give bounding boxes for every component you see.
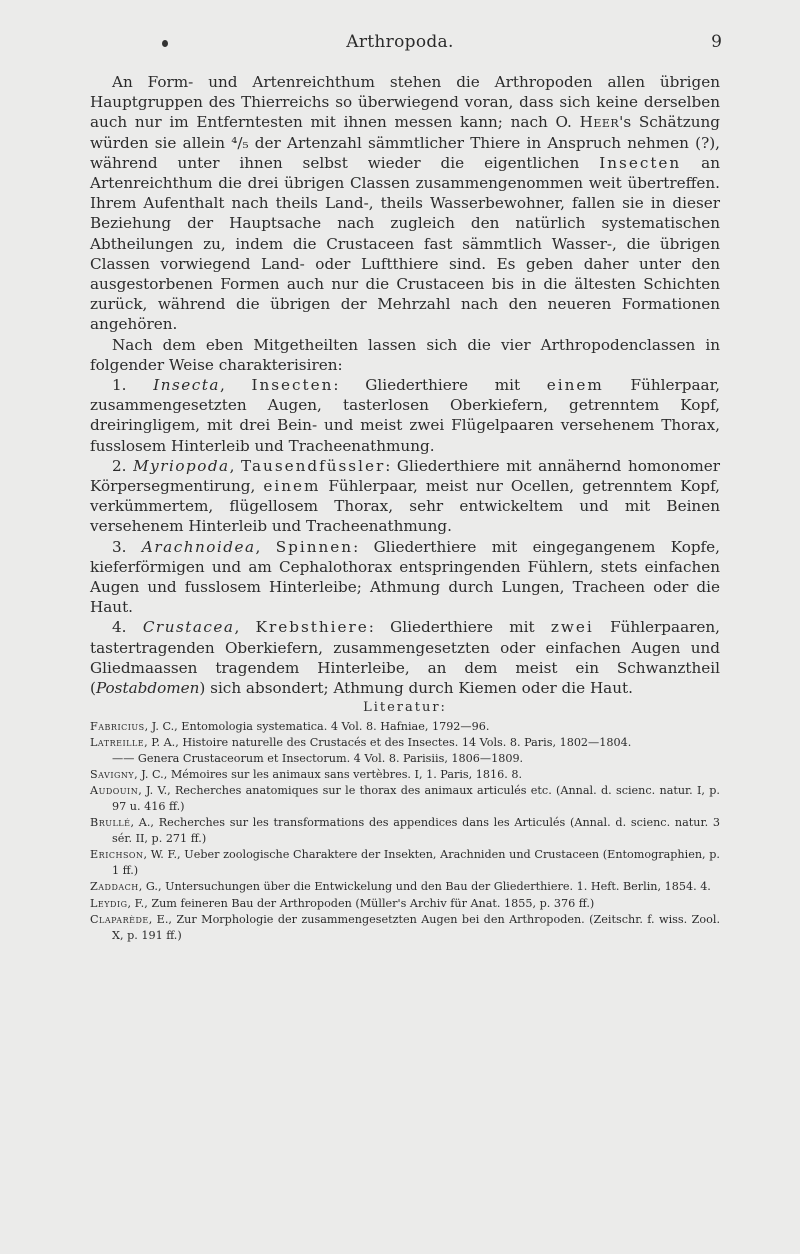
- reference-item: Zaddach, G., Untersuchungen über die Entwickelung und den Bau der Gliederthiere. 1. Heft. Berlin, 1854. 4.: [90, 880, 711, 894]
- literature-heading: Literatur:: [363, 700, 447, 716]
- body-text: [90, 72, 720, 944]
- german-name: Krebsthiere: [255, 618, 369, 637]
- reference-item: Erichson, W. F., Ueber zoologische Charaktere der Insekten, Arachniden und Crustaceen (Entomographien, p. 1 ff.): [90, 848, 720, 878]
- reference-author: Claparède: [90, 912, 149, 926]
- latin-name: Insecta: [153, 376, 220, 395]
- definition-arachnoidea: 3. Arachnoidea, Spinnen: Gliederthiere mit eingegangenem Kopfe, kieferförmigen und am Cephalothorax entspringenden Fühlern, stets einfachen Augen und fusslosem Hinterleibe; Athmung durch Lungen, Tracheen oder die Haut.: [90, 537, 720, 617]
- definition-myriopoda: 2. Myriopoda, Tausendfüssler: Gliederthiere mit annähernd homonomer Körpersegmentirung, einem Fühlerpaar, meist nur Ocellen, getrenntem Kopf, verkümmertem, flügellosem Thorax, sehr entwickeltem und mit Beinen versehenem Hinterleib und Tracheenathmung.: [90, 456, 721, 536]
- reference-item: —— Genera Crustaceorum et Insectorum. 4 Vol. 8. Parisiis, 1806—1809.: [112, 751, 524, 765]
- paragraph-classes: Nach dem eben Mitgetheilten lassen sich die vier Arthropodenclassen in folgender Weise charakterisiren:: [90, 335, 720, 374]
- german-name: Spinnen: [275, 537, 354, 556]
- reference-item: Claparède, E., Zur Morphologie der zusammengesetzten Augen bei den Arthropoden. (Zeitschr. f. wiss. Zool. X, p. 191 ff.): [90, 912, 720, 942]
- term-postabdomen: Postabdomen: [95, 679, 200, 698]
- reference-item: Leydig, F., Zum feineren Bau der Arthropoden (Müller's Archiv für Anat. 1855, p. 376 ff.): [90, 896, 595, 910]
- reference-list: [90, 719, 720, 944]
- reference-item: Latreille, P. A., Histoire naturelle des Crustacés et des Insectes. 14 Vols. 8. Paris, 1802—1804.: [90, 735, 632, 749]
- german-name: Tausendfüssler: [241, 456, 386, 475]
- german-name: Insecten: [251, 376, 334, 395]
- emphasis-insecten: Insecten: [599, 153, 682, 172]
- reference-author: Brullé: [90, 816, 131, 830]
- page-number: 9: [711, 32, 722, 52]
- definition-crustacea: 4. Crustacea, Krebsthiere: Gliederthiere mit zwei Fühlerpaaren, tastertragenden Oberkiefern, zusammengesetzten oder einfachen Augen und Gliedmaassen tragendem Hinterleibe, an dem meist ein Schwanztheil (Postabdomen) sich absondert; Athmung durch Kiemen oder die Haut.: [90, 618, 720, 698]
- reference-item: Audouin, J. V., Recherches anatomiques sur le thorax des animaux articulés etc. (Annal. d. scienc. natur. I, p. 97 u. 416 ff.): [90, 783, 720, 813]
- reference-item: Savigny, J. C., Mémoires sur les animaux sans vertèbres. I, 1. Paris, 1816. 8.: [90, 767, 523, 781]
- page-header: [0, 30, 800, 54]
- reference-author: Leydig: [90, 896, 128, 910]
- latin-name: Myriopoda: [133, 456, 230, 475]
- reference-author: Zaddach: [90, 880, 139, 894]
- running-title: Arthropoda.: [346, 32, 454, 52]
- reference-author: Audouin: [90, 783, 139, 797]
- reference-item: Brullé, A., Recherches sur les transformations des appendices dans les Articulés (Annal. d. scienc. natur. 3 sér. II, p. 271 ff.): [90, 816, 720, 846]
- definition-insecta: 1. Insecta, Insecten: Gliederthiere mit einem Fühlerpaar, zusammengesetzten Augen, tasterlosen Oberkiefern, getrenntem Kopf, dreiringligem, mit drei Bein- und meist zwei Flügelpaaren versehenem Thorax, fusslosem Hinterleib und Tracheenathmung.: [90, 376, 720, 455]
- reference-author: ——: [112, 751, 135, 765]
- paragraph-intro: An Form- und Artenreichthum stehen die Arthropoden allen übrigen Hauptgruppen des Thierreichs so überwiegend voran, dass sich keine derselben auch nur im Entferntesten mit ihnen messen kann; nach O. Heer's Schätzung würden sie allein ⁴/₅ der Artenzahl sämmtlicher Thiere in Anspruch nehmen (?), während unter ihnen selbst wieder die eigentlichen Insecten an Artenreichthum die drei übrigen Classen zusammengenommen weit übertreffen. Ihrem Aufenthalt nach theils Land-, theils Wasserbewohner, fallen sie in dieser Beziehung der Hauptsache nach zugleich den natürlich systematischen Abtheilungen zu, indem die Crustaceen fast sämmtlich Wasser-, die übrigen Classen vorwiegend Land- oder Luftthiere sind. Es geben daher unter den ausgestorbenen Formen auch nur die Crustaceen bis in die ältesten Schichten zurück, während die übrigen der Mehrzahl nach den neueren Formationen angehören.: [90, 73, 721, 334]
- reference-author: Fabricius: [90, 719, 145, 733]
- latin-name: Crustacea: [142, 618, 235, 637]
- reference-author: Erichson: [90, 848, 144, 862]
- reference-author: Savigny: [90, 767, 135, 781]
- reference-item: Fabricius, J. C., Entomologia systematica. 4 Vol. 8. Hafniae, 1792—96.: [90, 719, 490, 733]
- reference-author: Latreille: [90, 735, 145, 749]
- latin-name: Arachnoidea: [141, 537, 256, 556]
- author-name: Heer: [579, 113, 620, 132]
